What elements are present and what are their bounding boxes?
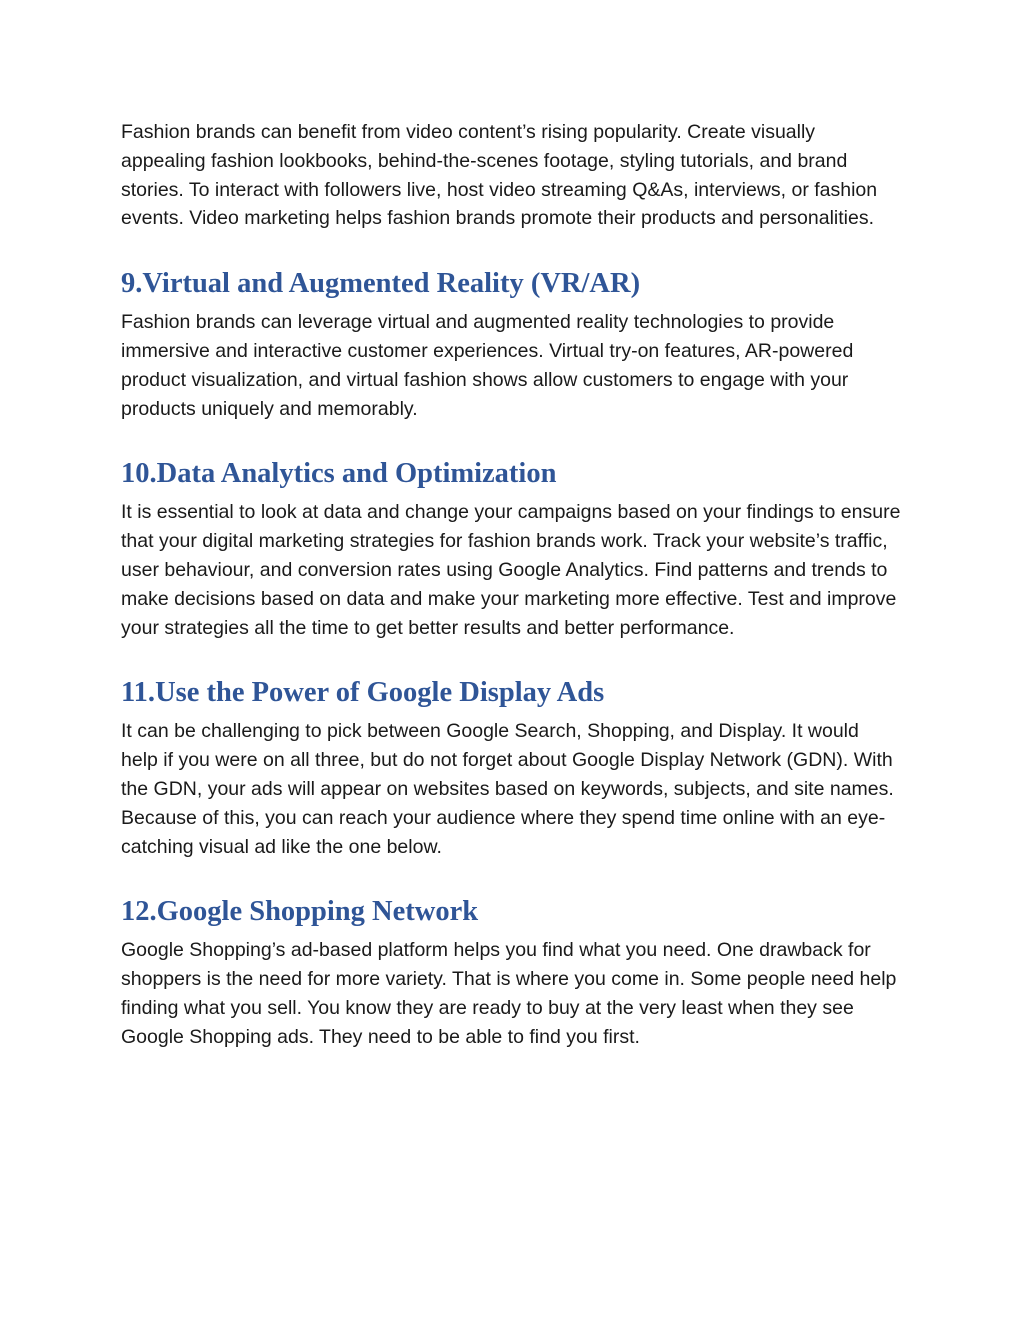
- section-title: Google Shopping Network: [156, 896, 479, 928]
- section-google-display-ads: [121, 675, 901, 861]
- section-google-shopping: [121, 894, 901, 1051]
- section-body: Fashion brands can leverage virtual and augmented reality technologies to provide immersive and interactive customer experiences. Virtual try-on features, AR-powered product visualization, and virtual fashion shows allow customers to engage with your products uniquely and memorably.: [121, 311, 854, 420]
- section-heading: [121, 894, 901, 930]
- intro-paragraph: Fashion brands can benefit from video content’s rising popularity. Create visually appealing fashion lookbooks, behind-the-scenes footage, styling tutorials, and brand stories. To interact with followers live, host video streaming Q&As, interviews, or fashion events. Video marketing helps fashion brands promote their products and personalities.: [121, 121, 878, 230]
- section-title: Virtual and Augmented Reality (VR/AR): [142, 268, 641, 300]
- section-heading: [121, 266, 901, 302]
- section-title: Use the Power of Google Display Ads: [155, 677, 605, 709]
- section-body: It is essential to look at data and change your campaigns based on your findings to ensure that your digital marketing strategies for fashion brands work. Track your website’s traffic, user behaviour, and conversion rates using Google Analytics. Find patterns and trends to make decisions based on data and make your marketing more effective. Test and improve your strategies all the time to get better results and better performance.: [121, 501, 901, 639]
- section-title: Data Analytics and Optimization: [156, 458, 557, 490]
- section-data-analytics: [121, 456, 901, 642]
- section-body: Google Shopping’s ad-based platform helps you find what you need. One drawback for shoppers is the need for more variety. That is where you come in. Some people need help finding what you sell. You know they are ready to buy at the very least when they see Google Shopping ads. They need to be able to find you first.: [121, 939, 897, 1048]
- section-number: 9.: [121, 268, 143, 300]
- section-vr-ar: [121, 266, 901, 423]
- section-number: 10.: [121, 458, 157, 490]
- section-number: 12.: [121, 896, 157, 928]
- section-heading: [121, 456, 901, 492]
- document-page: [121, 118, 901, 1052]
- section-body: It can be challenging to pick between Google Search, Shopping, and Display. It would help if you were on all three, but do not forget about Google Display Network (GDN). With the GDN, your ads will appear on websites based on keywords, subjects, and site names. Because of this, you can reach your audience where they spend time online with an eye-catching visual ad like the one below.: [121, 720, 894, 858]
- section-number: 11.: [121, 677, 156, 709]
- section-heading: [121, 675, 901, 711]
